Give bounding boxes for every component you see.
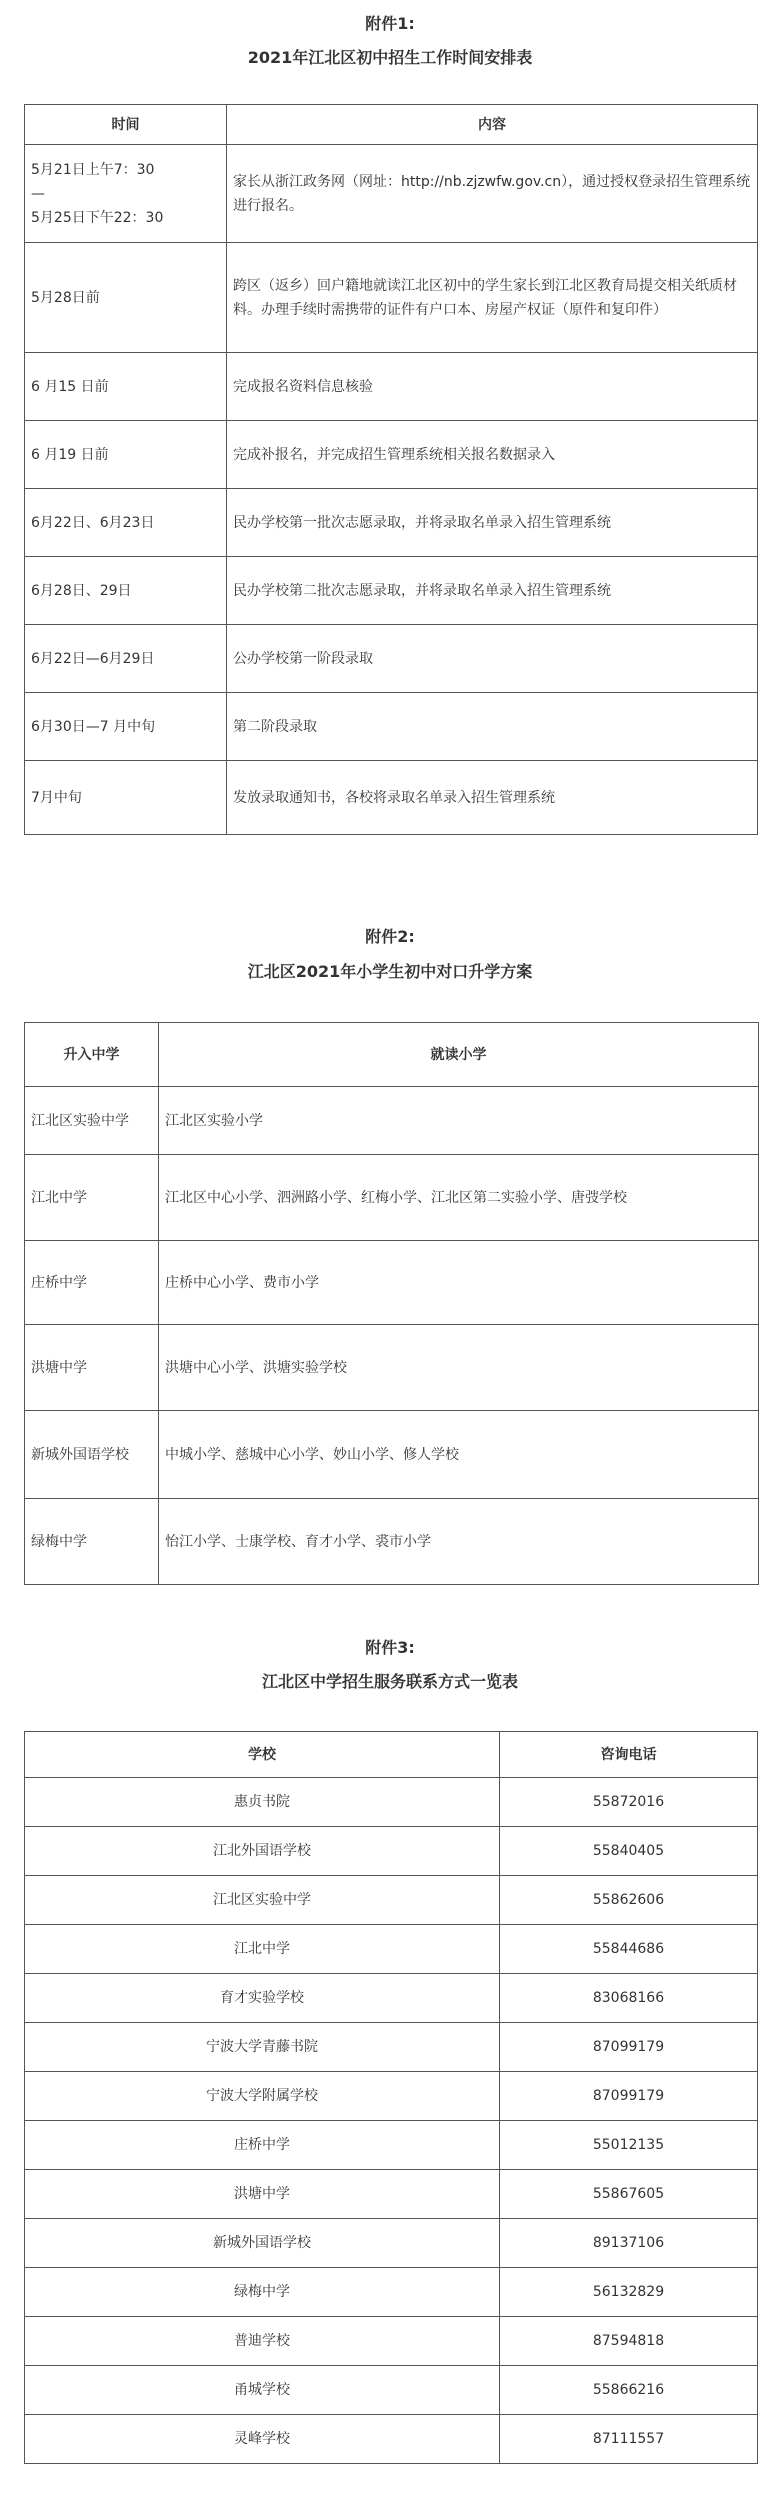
table-row [25,761,758,835]
table-row [25,1411,759,1499]
table-header-row [25,1023,759,1087]
school-name: 宁波大学附属学校 [25,2072,500,2121]
school-name: 灵峰学校 [25,2415,500,2464]
school-name: 江北外国语学校 [25,1827,500,1876]
table-row [25,489,758,557]
phone-number: 87111557 [500,2415,758,2464]
phone-number: 87594818 [500,2317,758,2366]
middle-school: 新城外国语学校 [25,1411,159,1499]
table-row [25,2023,758,2072]
column-header-phone: 咨询电话 [500,1732,758,1778]
table-row [25,557,758,625]
schedule-time: 7月中旬 [25,761,227,835]
school-name: 宁波大学青藤书院 [25,2023,500,2072]
table-header-row [25,1732,758,1778]
table-row [25,1241,759,1325]
schedule-content: 第二阶段录取 [227,693,758,761]
schedule-content: 民办学校第二批次志愿录取，并将录取名单录入招生管理系统 [227,557,758,625]
table-row [25,243,758,353]
table-row [25,1974,758,2023]
table-row [25,2219,758,2268]
schedule-time: 6月28日、29日 [25,557,227,625]
phone-number: 87099179 [500,2072,758,2121]
schedule-content: 跨区（返乡）回户籍地就读江北区初中的学生家长到江北区教育局提交相关纸质材料。办理手续时需携带的证件有户口本、房屋产权证（原件和复印件） [227,243,758,353]
column-header-school: 学校 [25,1732,500,1778]
schedule-table [24,104,758,835]
schedule-content: 家长从浙江政务网（网址：http://nb.zjzwfw.gov.cn），通过授权登录招生管理系统进行报名。 [227,145,758,243]
primary-schools: 怡江小学、士康学校、育才小学、裘市小学 [159,1499,759,1585]
school-name: 江北区实验中学 [25,1876,500,1925]
primary-schools: 庄桥中心小学、费市小学 [159,1241,759,1325]
annex2-title: 江北区2021年小学生初中对口升学方案 [247,962,533,981]
middle-school: 江北区实验中学 [25,1087,159,1155]
contact-table [24,1731,758,2464]
schedule-content: 完成补报名，并完成招生管理系统相关报名数据录入 [227,421,758,489]
column-header-middle-school: 升入中学 [25,1023,159,1087]
schedule-time: 6 月15 日前 [25,353,227,421]
table-row [25,693,758,761]
school-name: 洪塘中学 [25,2170,500,2219]
table-row [25,2121,758,2170]
table-row [25,1499,759,1585]
table-row [25,625,758,693]
schedule-time: 5月28日前 [25,243,227,353]
table-row [25,2268,758,2317]
table-row [25,2415,758,2464]
school-name: 庄桥中学 [25,2121,500,2170]
middle-school: 绿梅中学 [25,1499,159,1585]
schedule-time: 6月22日、6月23日 [25,489,227,557]
table-row [25,1925,758,1974]
primary-schools: 中城小学、慈城中心小学、妙山小学、修人学校 [159,1411,759,1499]
middle-school: 江北中学 [25,1155,159,1241]
phone-number: 55840405 [500,1827,758,1876]
table-row [25,1827,758,1876]
primary-schools: 江北区中心小学、泗洲路小学、红梅小学、江北区第二实验小学、唐弢学校 [159,1155,759,1241]
school-district-table [24,1022,759,1585]
table-row [25,2366,758,2415]
phone-number: 55872016 [500,1778,758,1827]
phone-number: 55866216 [500,2366,758,2415]
school-name: 新城外国语学校 [25,2219,500,2268]
table-row [25,145,758,243]
schedule-time: 6月30日—7 月中旬 [25,693,227,761]
phone-number: 55012135 [500,2121,758,2170]
phone-number: 55862606 [500,1876,758,1925]
phone-number: 56132829 [500,2268,758,2317]
schedule-time: 6月22日—6月29日 [25,625,227,693]
table-row [25,2317,758,2366]
table-row [25,1087,759,1155]
column-header-time: 时间 [25,105,227,145]
schedule-time: 5月21日上午7：30 — 5月25日下午22：30 [25,145,227,243]
middle-school: 洪塘中学 [25,1325,159,1411]
phone-number: 87099179 [500,2023,758,2072]
phone-number: 83068166 [500,1974,758,2023]
schedule-content: 公办学校第一阶段录取 [227,625,758,693]
table-row [25,1778,758,1827]
school-name: 绿梅中学 [25,2268,500,2317]
annex3-title: 江北区中学招生服务联系方式一览表 [261,1672,518,1691]
annex1-label: 附件1: [365,14,415,33]
table-row [25,1325,759,1411]
schedule-content: 完成报名资料信息核验 [227,353,758,421]
primary-schools: 洪塘中心小学、洪塘实验学校 [159,1325,759,1411]
phone-number: 55867605 [500,2170,758,2219]
school-name: 甬城学校 [25,2366,500,2415]
phone-number: 89137106 [500,2219,758,2268]
phone-number: 55844686 [500,1925,758,1974]
table-row [25,2072,758,2121]
schedule-time: 6 月19 日前 [25,421,227,489]
table-header-row [25,105,758,145]
annex3-label: 附件3: [365,1638,415,1657]
table-row [25,421,758,489]
column-header-content: 内容 [227,105,758,145]
primary-schools: 江北区实验小学 [159,1087,759,1155]
schedule-content: 民办学校第一批次志愿录取，并将录取名单录入招生管理系统 [227,489,758,557]
school-name: 普迪学校 [25,2317,500,2366]
column-header-primary-school: 就读小学 [159,1023,759,1087]
middle-school: 庄桥中学 [25,1241,159,1325]
school-name: 江北中学 [25,1925,500,1974]
schedule-content: 发放录取通知书，各校将录取名单录入招生管理系统 [227,761,758,835]
table-row [25,353,758,421]
school-name: 育才实验学校 [25,1974,500,2023]
annex2-label: 附件2: [365,927,415,946]
table-row [25,1155,759,1241]
table-row [25,1876,758,1925]
school-name: 惠贞书院 [25,1778,500,1827]
table-row [25,2170,758,2219]
annex1-title: 2021年江北区初中招生工作时间安排表 [247,48,533,67]
